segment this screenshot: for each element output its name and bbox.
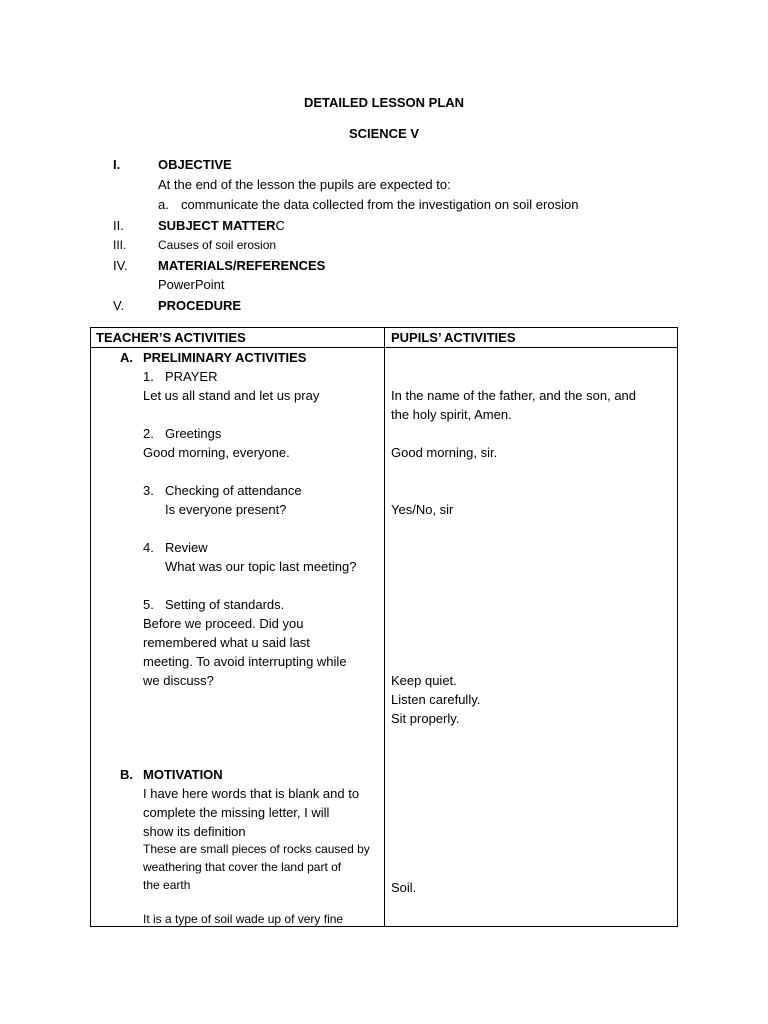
review-teacher-text: What was our topic last meeting? — [165, 559, 357, 574]
attendance-number: 3. — [143, 483, 154, 498]
subject-matter-suffix: C — [275, 218, 285, 233]
definition-line-3: the earth — [143, 878, 191, 892]
attendance-pupil-text: Yes/No, sir — [391, 502, 454, 517]
document-subtitle: SCIENCE V — [348, 126, 420, 141]
greetings-title: Greetings — [165, 426, 222, 441]
teacher-activities-header: TEACHER’S ACTIVITIES — [96, 330, 246, 345]
section-heading-objective: OBJECTIVE — [158, 157, 232, 172]
prayer-teacher-text: Let us all stand and let us pray — [143, 388, 320, 403]
standards-number: 5. — [143, 597, 154, 612]
motivation-line-2: complete the missing letter, I will — [143, 805, 330, 820]
standards-title: Setting of standards. — [165, 597, 285, 612]
motivation-line-1: I have here words that is blank and to — [143, 786, 360, 801]
standards-line-2: remembered what u said last — [143, 635, 310, 650]
section-number-3: III. — [113, 238, 127, 252]
attendance-teacher-text: Is everyone present? — [165, 502, 287, 517]
part-a-heading: PRELIMINARY ACTIVITIES — [143, 350, 307, 365]
greetings-pupil-text: Good morning, sir. — [391, 445, 498, 460]
definition-line-1: These are small pieces of rocks caused by — [143, 842, 370, 856]
part-b-heading: MOTIVATION — [143, 767, 223, 782]
document-title: DETAILED LESSON PLAN — [303, 95, 465, 110]
greetings-teacher-text: Good morning, everyone. — [143, 445, 290, 460]
section-number-2: II. — [113, 218, 124, 233]
definition-line-2: weathering that cover the land part of — [143, 860, 342, 874]
objective-intro: At the end of the lesson the pupils are expected to: — [158, 177, 451, 192]
section-heading-procedure: PROCEDURE — [158, 298, 242, 313]
standards-pupil-line-2: Listen carefully. — [391, 692, 481, 707]
section-heading-subject-matter — [158, 218, 285, 233]
standards-pupil-line-1: Keep quiet. — [391, 673, 457, 688]
activities-table — [90, 327, 678, 927]
greetings-number: 2. — [143, 426, 154, 441]
objective-item-text: communicate the data collected from the investigation on soil erosion — [181, 197, 579, 212]
pupils-activities-header: PUPILS’ ACTIVITIES — [391, 330, 516, 345]
standards-line-3: meeting. To avoid interrupting while — [143, 654, 347, 669]
objective-item-letter: a. — [158, 197, 169, 212]
attendance-title: Checking of attendance — [165, 483, 302, 498]
motivation-line-3: show its definition — [143, 824, 246, 839]
standards-pupil-line-3: Sit properly. — [391, 711, 460, 726]
section-number-5: V. — [113, 298, 125, 313]
part-a-letter: A. — [120, 350, 133, 365]
review-title: Review — [165, 540, 208, 555]
definition-next-line: It is a type of soil wade up of very fine — [143, 912, 344, 926]
materials-text: PowerPoint — [158, 277, 225, 292]
section-heading-materials: MATERIALS/REFERENCES — [158, 258, 326, 273]
review-number: 4. — [143, 540, 154, 555]
subject-matter-text: Causes of soil erosion — [158, 238, 277, 252]
section-number-4: IV. — [113, 258, 128, 273]
prayer-pupil-line-1: In the name of the father, and the son, and — [391, 388, 637, 403]
standards-line-4: we discuss? — [143, 673, 214, 688]
prayer-number: 1. — [143, 369, 154, 384]
column-divider — [384, 328, 385, 926]
standards-line-1: Before we proceed. Did you — [143, 616, 304, 631]
prayer-title: PRAYER — [165, 369, 218, 384]
section-number-1: I. — [113, 157, 121, 172]
subject-matter-label: SUBJECT MATTER — [158, 218, 276, 233]
prayer-pupil-line-2: the holy spirit, Amen. — [391, 407, 512, 422]
motivation-pupil-answer: Soil. — [391, 880, 417, 895]
part-b-letter: B. — [120, 767, 133, 782]
